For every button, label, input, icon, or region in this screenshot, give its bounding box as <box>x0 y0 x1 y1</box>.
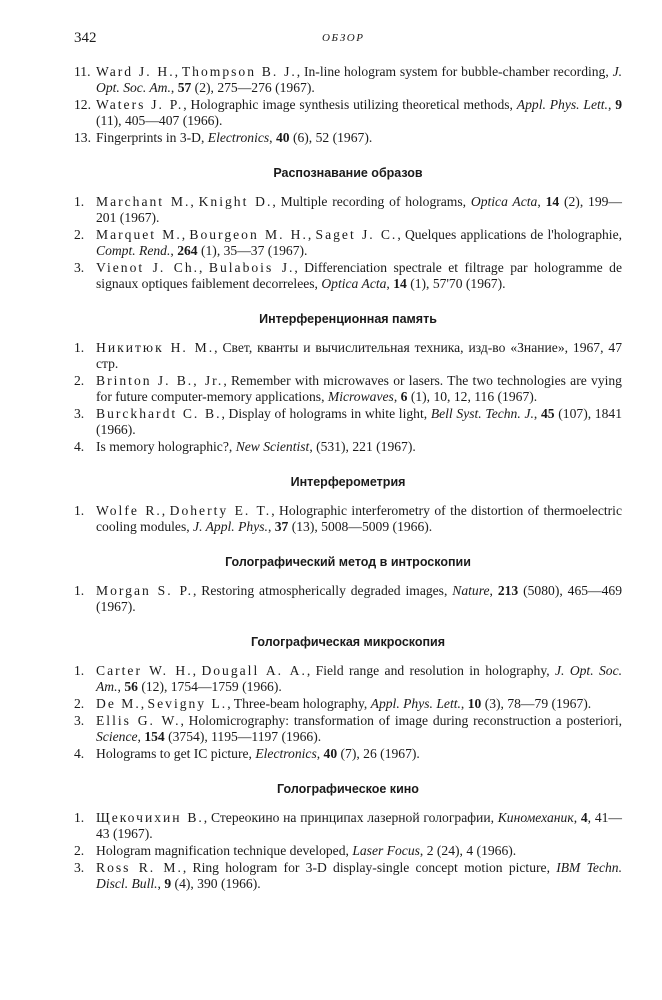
reference-text: , <box>157 876 165 891</box>
author-name: Vienot J. Ch. <box>96 260 200 275</box>
reference-text: , Restoring atmospherically degraded images, <box>193 583 453 598</box>
bibliography-section <box>74 166 622 292</box>
author-name: Morgan S. P. <box>96 583 193 598</box>
reference-list <box>74 583 622 615</box>
reference-text: , <box>489 583 498 598</box>
section-heading: Голографический метод в интроскопии <box>225 555 471 569</box>
reference-number: 2. <box>74 373 85 388</box>
reference-item <box>74 860 622 892</box>
volume-number: 9 <box>615 97 623 112</box>
reference-item <box>74 373 622 405</box>
reference-text: , <box>386 276 394 291</box>
volume-number: 45 <box>540 406 555 421</box>
bibliography-section <box>74 555 622 615</box>
reference-text: , Holographic interferometry of the distortion of thermoelectric cooling modules, <box>96 503 622 534</box>
volume-number: 9 <box>164 876 172 891</box>
page-number: 342 <box>74 30 97 46</box>
reference-number: 3. <box>74 260 85 275</box>
author-name: Burckhardt C. B. <box>96 406 222 421</box>
volume-number: 14 <box>545 194 560 209</box>
journal-title: Microwaves <box>327 389 394 404</box>
volume-number: 40 <box>323 746 338 761</box>
author-name: Dougall A. A. <box>201 663 307 678</box>
journal-title: J. Opt. Soc. Am. <box>96 663 622 694</box>
reference-item <box>74 260 622 292</box>
reference-list <box>74 663 622 762</box>
reference-text: (2), 275—276 (1967). <box>191 80 315 95</box>
journal-title: J. Opt. Soc. Am. <box>96 64 623 95</box>
author-name: Marchant M. <box>96 194 191 209</box>
reference-text: , In-line hologram system for bubble-chamber recording, <box>296 64 613 79</box>
reference-text: Is memory holographic?, <box>96 439 236 454</box>
author-name: Ross R. M. <box>96 860 183 875</box>
reference-text: Fingerprints in 3-D, <box>96 130 208 145</box>
reference-text: , Display of holograms in white light, <box>221 406 431 421</box>
section-heading: Голографическая микроскопия <box>250 635 446 649</box>
reference-text: , <box>316 746 324 761</box>
reference-number: 1. <box>74 583 85 598</box>
reference-item <box>74 64 622 96</box>
reference-item <box>74 843 622 859</box>
reference-number: 2. <box>74 843 85 858</box>
volume-number: 57 <box>177 80 192 95</box>
reference-text: (6), 52 (1967). <box>289 130 373 145</box>
volume-number: 56 <box>124 679 138 694</box>
bibliography-section <box>74 635 622 762</box>
reference-number: 2. <box>74 227 85 242</box>
reference-text: , <box>460 696 468 711</box>
reference-text: (4), 390 (1966). <box>171 876 261 891</box>
reference-text: , Differenciation spectrale et filtrage par hologramme de signaux optiques faiblement decorrelees, <box>96 260 623 291</box>
author-name: Carter W. H. <box>96 663 193 678</box>
reference-text: , <box>190 194 199 209</box>
journal-title: Appl. Phys. Lett. <box>516 97 608 112</box>
reference-number: 3. <box>74 713 85 728</box>
bibliography <box>74 64 622 893</box>
reference-text: , <box>140 696 148 711</box>
bibliography-section <box>74 475 622 535</box>
volume-number: 40 <box>275 130 290 145</box>
author-name: Waters J. P. <box>96 97 184 112</box>
reference-list <box>74 810 622 892</box>
reference-number: 1. <box>74 503 85 518</box>
reference-number: 1. <box>74 810 85 825</box>
reference-text: , <box>267 519 275 534</box>
reference-text: , <box>161 503 170 518</box>
journal-title: Bell Syst. Techn. J. <box>430 406 534 421</box>
reference-item <box>74 810 622 842</box>
reference-text: (3), 78—79 (1967). <box>481 696 592 711</box>
reference-list <box>74 194 622 292</box>
reference-item <box>74 746 622 762</box>
reference-number: 2. <box>74 696 85 711</box>
reference-text: , 2 (24), 4 (1966). <box>419 843 517 858</box>
reference-text: , <box>137 729 145 744</box>
bibliography-section <box>74 64 622 146</box>
reference-text: , <box>199 260 209 275</box>
volume-number: 6 <box>400 389 408 404</box>
reference-text: , <box>307 227 316 242</box>
reference-list <box>74 64 622 146</box>
reference-number: 4. <box>74 439 85 454</box>
reference-text: Holograms to get IC picture, <box>96 746 256 761</box>
volume-number: 37 <box>274 519 289 534</box>
author-name: Никитюк Н. М. <box>96 340 215 355</box>
reference-number: 3. <box>74 406 85 421</box>
reference-text: , Multiple recording of holograms, <box>272 194 471 209</box>
author-name: Knight D. <box>198 194 273 209</box>
reference-text: , Field range and resolution in holography, <box>306 663 556 678</box>
reference-text: , <box>607 97 616 112</box>
author-name: Saget J. C. <box>315 227 398 242</box>
reference-text: (7), 26 (1967). <box>337 746 420 761</box>
section-heading: Голографическое кино <box>277 782 419 796</box>
reference-number: 1. <box>74 194 85 209</box>
reference-text: , <box>393 389 401 404</box>
journal-title: New Scientist <box>235 439 310 454</box>
reference-text: , Стереокино на принципах лазерной голографии, <box>203 810 498 825</box>
author-name: Doherty E. T. <box>169 503 272 518</box>
reference-item <box>74 194 622 226</box>
reference-text: (1), 35—37 (1967). <box>197 243 308 258</box>
journal-title: Compt. Rend. <box>96 243 171 258</box>
journal-title: J. Appl. Phys. <box>193 519 268 534</box>
volume-number: 154 <box>144 729 165 744</box>
reference-item <box>74 130 622 146</box>
volume-number: 10 <box>467 696 482 711</box>
author-name: Bourgeon M. H. <box>189 227 308 242</box>
journal-title: Appl. Phys. Lett. <box>370 696 461 711</box>
journal-title: Киномеханик <box>497 810 574 825</box>
reference-item <box>74 583 622 615</box>
reference-text: , <box>181 227 190 242</box>
reference-text: , Ring hologram for 3-D display-single concept motion picture, <box>182 860 557 875</box>
reference-number: 3. <box>74 860 85 875</box>
reference-text: , <box>174 64 182 79</box>
reference-text: (5080), 465—469 (1967). <box>96 583 623 614</box>
reference-text: , <box>117 679 125 694</box>
author-name: Щекочихин В. <box>96 810 204 825</box>
reference-text: , Holomicrography: transformation of image during reconstruction a posteriori, <box>180 713 622 728</box>
reference-list <box>74 340 622 455</box>
author-name: Sevigny L. <box>147 696 228 711</box>
reference-text: , <box>573 810 581 825</box>
reference-number: 11. <box>74 64 91 79</box>
journal-title: Science <box>96 729 138 744</box>
reference-item <box>74 696 622 712</box>
reference-text: (2), 199—201 (1967). <box>96 194 623 225</box>
journal-title: Laser Focus <box>352 843 420 858</box>
reference-item <box>74 503 622 535</box>
author-name: Marquet M. <box>96 227 182 242</box>
reference-text: , <box>533 406 541 421</box>
author-name: Ellis G. W. <box>96 713 181 728</box>
reference-number: 13. <box>74 130 91 145</box>
reference-item <box>74 340 622 372</box>
journal-title: Optica Acta <box>321 276 387 291</box>
reference-item <box>74 663 622 695</box>
journal-title: Nature <box>452 583 490 598</box>
author-name: De M. <box>96 696 141 711</box>
reference-text: (3754), 1195—1197 (1966). <box>164 729 322 744</box>
journal-title: IBM Techn. Discl. Bull. <box>96 860 622 891</box>
reference-text: (12), 1754—1759 (1966). <box>137 679 282 694</box>
reference-number: 4. <box>74 746 85 761</box>
journal-title: Electronics <box>255 746 317 761</box>
reference-text: , <box>269 130 276 145</box>
journal-title: Optica Acta <box>470 194 538 209</box>
reference-text: , <box>170 80 178 95</box>
reference-text: , <box>192 663 202 678</box>
section-heading: Интерференционная память <box>259 312 437 326</box>
reference-text: , 41—43 (1967). <box>96 810 623 841</box>
reference-item <box>74 406 622 438</box>
author-name: Brinton J. B., Jr. <box>96 373 224 388</box>
reference-text: (13), 5008—5009 (1966). <box>288 519 433 534</box>
volume-number: 14 <box>393 276 407 291</box>
reference-text: , Remember with microwaves or lasers. The two technologies are vying for future computer-memory applications, <box>96 373 622 404</box>
reference-number: 1. <box>74 663 85 678</box>
reference-text: (107), 1841 (1966). <box>96 406 622 437</box>
author-name: Wolfe R. <box>96 503 162 518</box>
reference-text: Hologram magnification technique developed, <box>96 843 353 858</box>
reference-text: , (531), 221 (1967). <box>309 439 416 454</box>
reference-item <box>74 439 622 455</box>
reference-item <box>74 713 622 745</box>
reference-text: , Свет, кванты и вычислительная техника, изд-во «Знание», 1967, 47 стр. <box>96 340 622 371</box>
reference-text: , Holographic image synthesis utilizing theoretical methods, <box>183 97 517 112</box>
running-head <box>74 30 622 50</box>
bibliography-section <box>74 782 622 892</box>
reference-text: , <box>170 243 178 258</box>
reference-number: 12. <box>74 97 91 112</box>
journal-title: Electronics <box>207 130 270 145</box>
volume-number: 213 <box>497 583 519 598</box>
author-name: Ward J. H. <box>96 64 175 79</box>
reference-text: , Three-beam holography, <box>227 696 371 711</box>
section-heading: Распознавание образов <box>273 166 423 180</box>
reference-list <box>74 503 622 535</box>
author-name: Bulabois J. <box>208 260 295 275</box>
section-heading: Интерферометрия <box>290 475 406 489</box>
reference-text: , <box>537 194 546 209</box>
volume-number: 264 <box>177 243 198 258</box>
reference-item <box>74 97 622 129</box>
reference-text: (1), 10, 12, 116 (1967). <box>407 389 538 404</box>
reference-text: (1), 57'70 (1967). <box>406 276 506 291</box>
reference-text: (11), 405—407 (1966). <box>96 113 223 128</box>
reference-number: 1. <box>74 340 85 355</box>
reference-item <box>74 227 622 259</box>
author-name: Thompson B. J. <box>181 64 297 79</box>
bibliography-section <box>74 312 622 455</box>
running-title: ОБЗОР <box>322 32 365 44</box>
volume-number: 4 <box>580 810 588 825</box>
reference-text: , Quelques applications de l'holographie, <box>397 227 623 242</box>
